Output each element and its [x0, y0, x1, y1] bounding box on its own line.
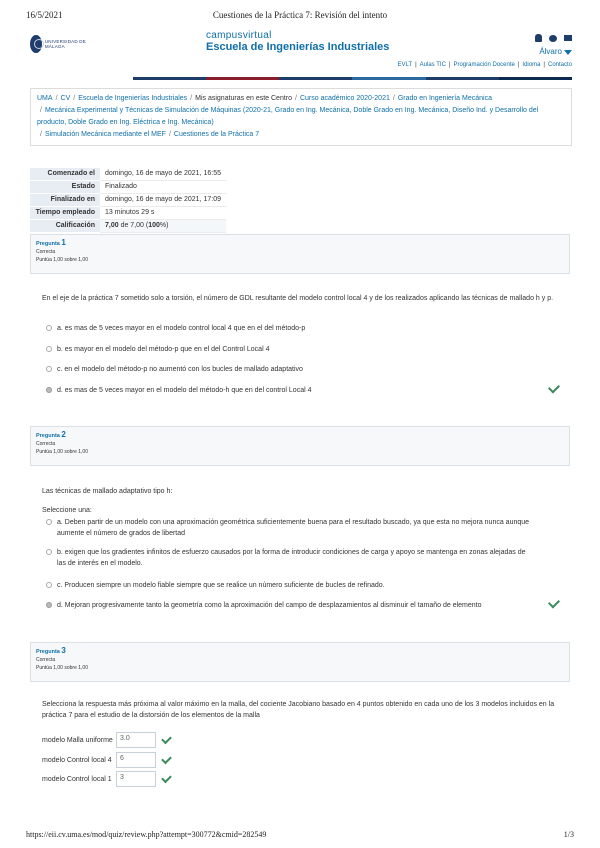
radio-button-selected[interactable] — [46, 602, 52, 608]
correct-check-icon — [161, 753, 172, 764]
question-prefix: Pregunta — [36, 241, 60, 247]
question-info-3 — [30, 642, 570, 682]
summary-value: 13 minutos 29 s — [100, 207, 226, 220]
summary-label: Finalizado en — [30, 194, 100, 207]
summary-row-state — [30, 181, 226, 194]
q2-option-b[interactable] — [46, 547, 536, 569]
print-date: 16/5/2021 — [26, 10, 63, 20]
summary-label: Comenzado el — [30, 168, 100, 181]
q2-option-d[interactable] — [46, 600, 536, 611]
answer-row — [42, 732, 171, 748]
option-label: b. exigen que los gradientes infinitos de esfuerzo causados por la forma de introducir condiciones de carga y apoyo se mantenga en zonas alejadas de las de interés en el modelo. — [57, 549, 526, 567]
answer-input[interactable]: 3 — [116, 771, 156, 787]
q1-option-d[interactable] — [46, 385, 536, 396]
color-bar-segment — [133, 77, 206, 80]
question-info-2 — [30, 426, 570, 466]
color-bar — [30, 77, 572, 80]
question-number-value: 1 — [61, 238, 66, 247]
logo-text: UNIVERSIDAD DE MÁLAGA — [44, 39, 86, 49]
breadcrumb-cv[interactable]: CV — [60, 95, 71, 102]
breadcrumb-degree[interactable]: Grado en Ingeniería Mecánica — [397, 95, 492, 102]
radio-button[interactable] — [46, 325, 52, 331]
correct-check-icon — [161, 733, 172, 744]
question-info-1 — [30, 234, 570, 274]
print-url: https://eii.cv.uma.es/mod/quiz/review.php?attempt=300772&cmid=282549 — [26, 830, 267, 839]
brand-campus: campusvirtual — [206, 30, 272, 41]
option-label: c. en el modelo del método-p no aumentó con los bucles de mallado adaptativo — [57, 366, 303, 373]
question-state: Correcta — [36, 657, 56, 663]
answer-input[interactable]: 3.0 — [116, 732, 156, 748]
radio-button[interactable] — [46, 346, 52, 352]
grade-percent: 100 — [148, 222, 160, 229]
toplink-contacto[interactable]: Contacto — [547, 62, 572, 68]
correct-check-icon — [548, 381, 560, 393]
q1-option-a[interactable] — [46, 323, 536, 334]
question-text-1: En el eje de la práctica 7 sometido solo a torsión, el número de GDL resultante del modelo control local 4 y de los realizados aplicando las técnicas de mallado h y p. — [42, 295, 554, 302]
color-bar-segment — [426, 77, 499, 80]
summary-value: domingo, 16 de mayo de 2021, 16:55 — [100, 168, 226, 181]
radio-button[interactable] — [46, 582, 52, 588]
radio-button[interactable] — [46, 366, 52, 372]
q1-option-b[interactable] — [46, 344, 536, 355]
color-bar-segment — [279, 77, 352, 80]
radio-button-selected[interactable] — [46, 387, 52, 393]
question-text-3: Selecciona la respuesta más próxima al valor máximo en la malla, del cociente Jacobiano basado en 4 puntos obtenido en cada uno de los 3 modelos incluidos en la práctica 7 para el estudio de la distorsión de los elementos de la malla — [42, 701, 555, 719]
q2-option-a[interactable] — [46, 517, 536, 539]
messages-chat-icon[interactable] — [549, 35, 557, 42]
summary-label: Calificación — [30, 220, 100, 233]
answer-row — [42, 771, 171, 787]
summary-label: Tiempo empleado — [30, 207, 100, 220]
answer-row — [42, 752, 171, 768]
summary-row-started — [30, 168, 226, 181]
select-one-label: Seleccione una: — [42, 507, 92, 514]
answer-label: modelo Control local 1 — [42, 775, 112, 783]
option-label: d. Mejoran progresivamente tanto la geometría como la aproximación del campo de desplazamientos al disminuir el tamaño de elemento — [57, 602, 482, 609]
question-number — [36, 431, 564, 440]
user-area — [512, 34, 572, 62]
breadcrumb-my-subjects[interactable]: Mis asignaturas en este Centro — [195, 95, 293, 102]
breadcrumb: UMA / CV / Escuela de Ingenierías Industriales / Mis asignaturas en este Centro / Curso académico 2020-2021 / Grado en Ingeniería Mecánica / Mecánica Experimental y Técnicas de Simulación de Máquinas (2020-21, Grado en Ing. Mecánica, Doble Grado en Ing. Mecánica, Diseño Ind. y Desarrollo del producto, Doble Grado en Ing. Eléctrica e Ing. Mecánica) / Simulación Mecánica mediante el MEF / Cuestiones de la Práctica 7 — [30, 88, 572, 146]
brand-school: Escuela de Ingenierías Industriales — [206, 41, 390, 53]
grade-score: 7,00 — [105, 222, 119, 229]
top-links: EVLT | Aulas TIC | Programación Docente | Idioma | Contacto — [397, 62, 572, 68]
user-menu-name[interactable]: Álvaro — [539, 47, 562, 56]
grade-percent-suffix: %) — [159, 222, 169, 229]
attempt-summary-table — [30, 168, 226, 233]
option-label: a. es mas de 5 veces mayor en el modelo control local 4 que en el del método-p — [57, 325, 306, 332]
question-number — [36, 239, 564, 248]
print-title: Cuestiones de la Práctica 7: Revisión del intento — [212, 10, 388, 20]
grade-max: de 7,00 ( — [118, 222, 149, 229]
breadcrumb-course[interactable]: Mecánica Experimental y Técnicas de Simulación de Máquinas (2020-21, Grado en Ing. Mecánica, Doble Grado en Ing. Mecánica, Diseño Ind. y Desarrollo del producto, Doble Grado en Ing. Eléctrica e Ing. Mecánica) — [37, 107, 539, 126]
option-label: d. es mas de 5 veces mayor en el modelo del método-h que en del control Local 4 — [57, 387, 312, 394]
summary-value: domingo, 16 de mayo de 2021, 17:09 — [100, 194, 226, 207]
question-state: Correcta — [36, 441, 56, 447]
radio-button[interactable] — [46, 549, 52, 555]
summary-value: Finalizado — [100, 181, 226, 194]
q2-option-c[interactable] — [46, 580, 536, 591]
answer-label: modelo Malla uniforme — [42, 736, 113, 744]
breadcrumb-quiz[interactable]: Cuestiones de la Práctica 7 — [173, 131, 260, 138]
option-label: b. es mayor en el modelo del método-p que en el del Control Local 4 — [57, 346, 270, 353]
answer-input[interactable]: 6 — [116, 752, 156, 768]
option-label: c. Producen siempre un modelo fiable siempre que se realice un número suficiente de bucles de refinado. — [57, 582, 385, 589]
breadcrumb-academic-year[interactable]: Curso académico 2020-2021 — [299, 95, 390, 102]
question-prefix: Pregunta — [36, 433, 60, 439]
breadcrumb-section[interactable]: Simulación Mecánica mediante el MEF — [44, 131, 166, 138]
question-grade: Puntúa 1,00 sobre 1,00 — [36, 665, 88, 671]
question-text-2: Las técnicas de mallado adaptativo tipo h: — [42, 488, 173, 495]
breadcrumb-school[interactable]: Escuela de Ingenierías Industriales — [78, 95, 188, 102]
question-number-value: 2 — [61, 430, 66, 439]
toplink-programacion-docente[interactable]: Programación Docente — [453, 62, 515, 68]
correct-check-icon — [161, 772, 172, 783]
breadcrumb-uma[interactable]: UMA — [37, 95, 53, 102]
summary-row-time — [30, 207, 226, 220]
q1-option-c[interactable] — [46, 364, 536, 375]
color-bar-segment — [352, 77, 425, 80]
brand[interactable] — [206, 30, 389, 54]
color-bar-segment — [30, 77, 133, 80]
mail-icon[interactable] — [564, 35, 572, 41]
summary-value — [100, 220, 226, 233]
correct-check-icon — [548, 596, 560, 608]
question-prefix: Pregunta — [36, 649, 60, 655]
summary-row-finished — [30, 194, 226, 207]
radio-button[interactable] — [46, 519, 52, 525]
color-bar-segment — [206, 77, 279, 80]
option-label: a. Deben partir de un modelo con una aproximación geométrica suficientemente buena para el resultado buscado, ya que esta no mejora nunca aunque aumente el número de grados de libertad — [57, 519, 530, 537]
toplink-aulas-tic[interactable]: Aulas TIC — [419, 62, 446, 68]
question-number-value: 3 — [61, 646, 66, 655]
summary-label: Estado — [30, 181, 100, 194]
university-logo[interactable] — [30, 33, 86, 55]
question-number — [36, 647, 564, 656]
caret-down-icon[interactable] — [564, 50, 572, 55]
color-bar-segment — [499, 77, 572, 80]
summary-row-grade — [30, 220, 226, 233]
question-grade: Puntúa 1,00 sobre 1,00 — [36, 449, 88, 455]
question-grade: Puntúa 1,00 sobre 1,00 — [36, 257, 88, 263]
toplink-evlt[interactable]: EVLT — [397, 62, 413, 68]
toplink-idioma[interactable]: Idioma — [522, 62, 541, 68]
print-page-number: 1/3 — [563, 830, 574, 839]
answer-label: modelo Control local 4 — [42, 756, 112, 764]
question-state: Correcta — [36, 249, 56, 255]
university-seal-icon — [30, 35, 42, 53]
notifications-bell-icon[interactable] — [535, 34, 542, 42]
